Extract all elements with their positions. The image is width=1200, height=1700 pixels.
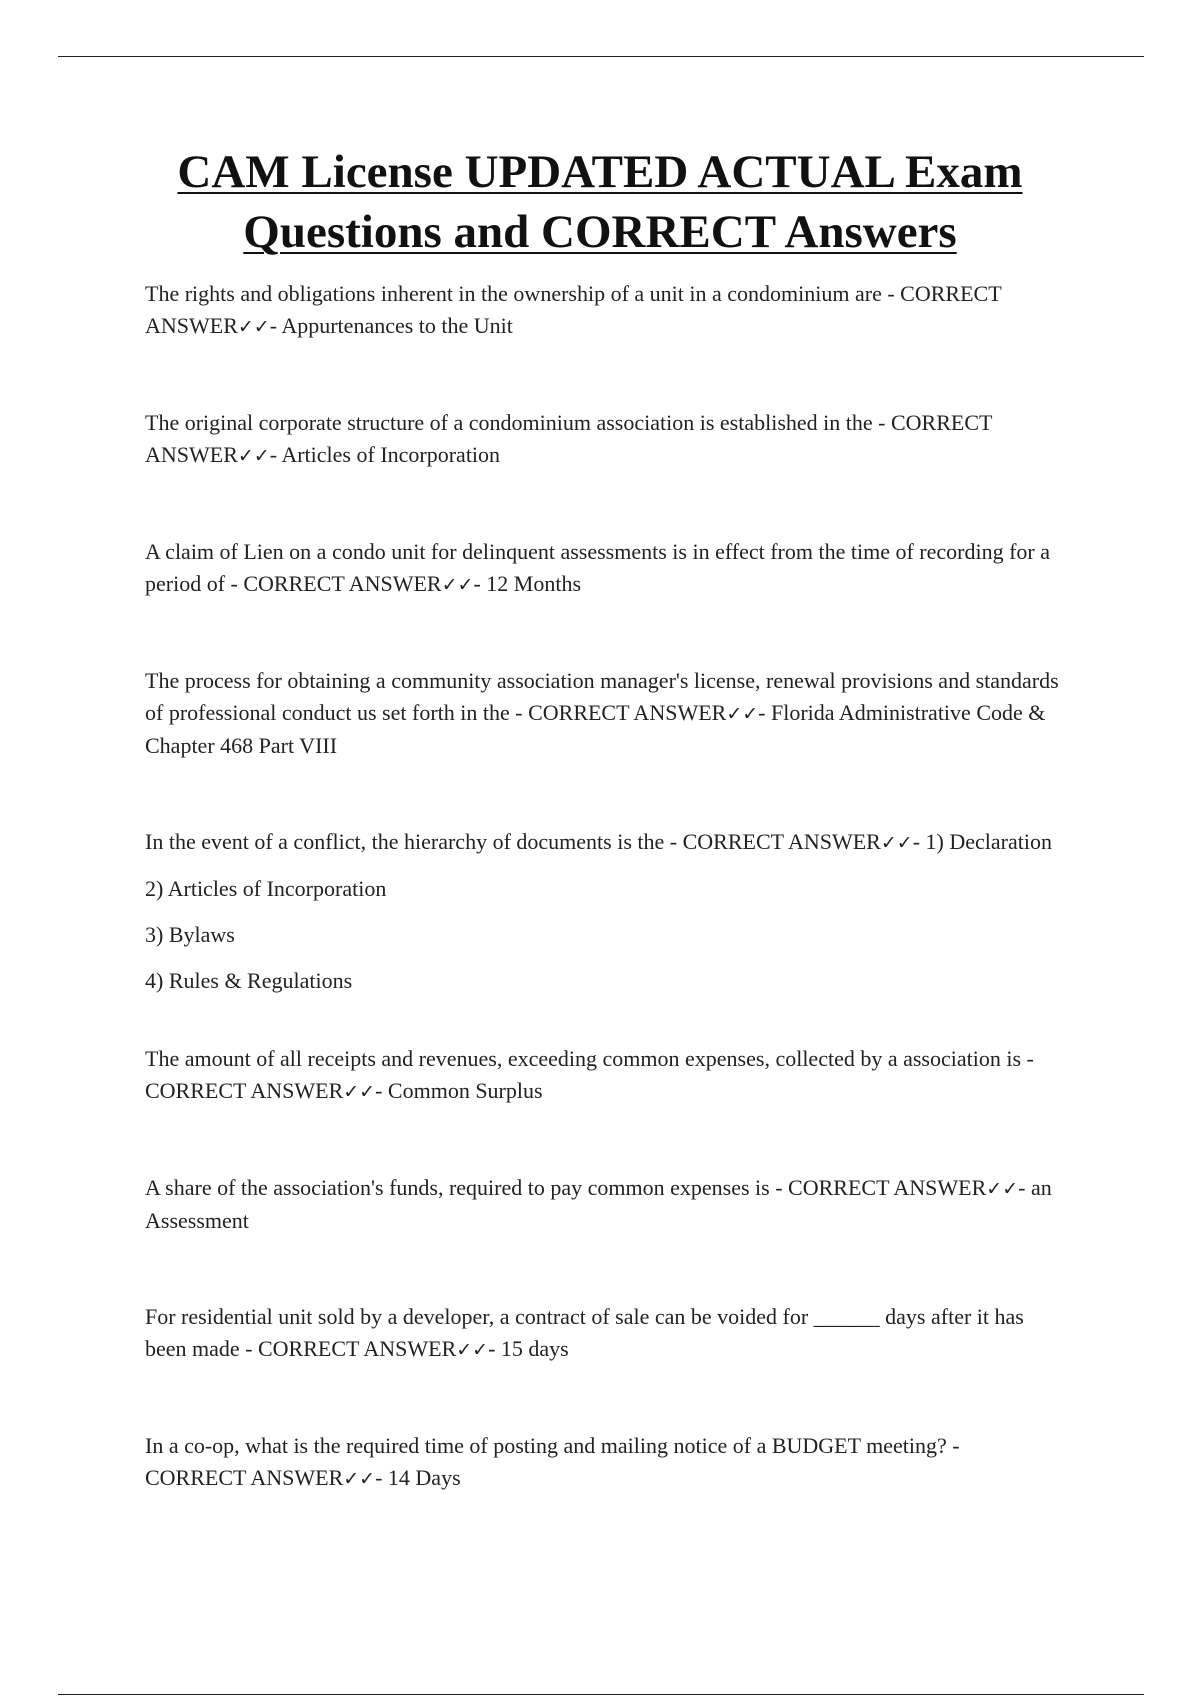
double-check-icon: ✓✓ <box>880 832 913 854</box>
document-title <box>0 142 1200 262</box>
question-text: For residential unit sold by a developer, a contract of sale can be voided for ______ days after it has been made - <box>145 1304 1024 1361</box>
answer-text: - 1) Declaration <box>912 829 1052 854</box>
title-line-1: CAM License UPDATED ACTUAL Exam <box>177 146 1023 198</box>
correct-answer-label: CORRECT ANSWER <box>145 1078 344 1103</box>
qa-item <box>145 1043 1065 1108</box>
qa-item <box>145 1430 1065 1495</box>
correct-answer-label: CORRECT ANSWER <box>243 571 442 596</box>
correct-answer-label: CORRECT ANSWER <box>528 700 727 725</box>
double-check-icon: ✓✓ <box>343 1081 376 1103</box>
correct-answer-label: CORRECT ANSWER <box>258 1336 457 1361</box>
qa-item <box>145 826 1065 997</box>
qa-item <box>145 665 1065 762</box>
bottom-rule <box>58 1694 1144 1695</box>
title-line-2: Questions and CORRECT Answers <box>243 206 957 258</box>
qa-item <box>145 1301 1065 1366</box>
answer-list-line: 2) Articles of Incorporation <box>145 876 387 901</box>
correct-answer-label: CORRECT ANSWER <box>682 829 881 854</box>
question-text: In a co-op, what is the required time of posting and mailing notice of a BUDGET meeting? - <box>145 1433 960 1458</box>
qa-item <box>145 1172 1065 1237</box>
answer-text: - Common Surplus <box>375 1078 543 1103</box>
question-text: The amount of all receipts and revenues, exceeding common expenses, collected by a association is - <box>145 1046 1034 1071</box>
correct-answer-label: CORRECT ANSWER <box>145 410 993 467</box>
double-check-icon: ✓✓ <box>343 1468 376 1490</box>
answer-list-line: 4) Rules & Regulations <box>145 968 353 993</box>
top-rule <box>58 56 1144 57</box>
correct-answer-label: CORRECT ANSWER <box>145 281 1002 338</box>
question-text: The rights and obligations inherent in the ownership of a unit in a condominium are - <box>145 281 895 306</box>
question-text: The process for obtaining a community association manager's license, renewal provisions and standards of professional conduct us set forth in the - <box>145 668 1059 725</box>
qa-list <box>145 278 1065 1495</box>
answer-text: - Appurtenances to the Unit <box>269 313 513 338</box>
double-check-icon: ✓✓ <box>441 574 474 596</box>
question-text: In the event of a conflict, the hierarchy of documents is the - <box>145 829 678 854</box>
double-check-icon: ✓✓ <box>237 445 270 467</box>
correct-answer-label: CORRECT ANSWER <box>788 1175 987 1200</box>
qa-item <box>145 407 1065 472</box>
answer-list-line: 3) Bylaws <box>145 922 235 947</box>
answer-text: - 12 Months <box>473 571 582 596</box>
answer-text: - 14 Days <box>375 1465 461 1490</box>
correct-answer-label: CORRECT ANSWER <box>145 1465 344 1490</box>
double-check-icon: ✓✓ <box>726 703 759 725</box>
qa-item <box>145 536 1065 601</box>
question-text: A claim of Lien on a condo unit for delinquent assessments is in effect from the time of recording for a period of - <box>145 539 1051 596</box>
double-check-icon: ✓✓ <box>456 1339 489 1361</box>
double-check-icon: ✓✓ <box>986 1178 1019 1200</box>
question-text: The original corporate structure of a condominium association is established in the - <box>145 410 886 435</box>
question-text: A share of the association's funds, required to pay common expenses is - <box>145 1175 783 1200</box>
answer-text: - 15 days <box>488 1336 569 1361</box>
answer-text: - Articles of Incorporation <box>269 442 501 467</box>
answer-text: - an Assessment <box>145 1175 1052 1233</box>
double-check-icon: ✓✓ <box>237 316 270 338</box>
qa-item <box>145 278 1065 343</box>
answer-text: - Florida Administrative Code & Chapter 468 Part VIII <box>145 700 1046 758</box>
